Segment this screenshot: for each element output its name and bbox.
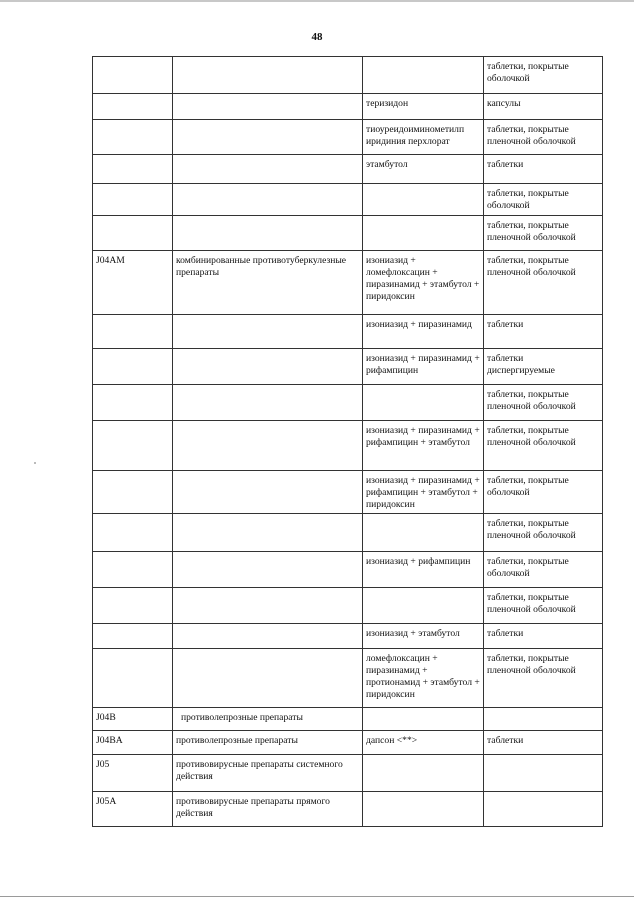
atc-code-cell — [93, 349, 173, 385]
drug-name-cell — [363, 755, 484, 792]
dosage-form-cell-text: таблетки, покрытые пленочной оболочкой — [487, 518, 576, 541]
drug-name-cell — [363, 385, 484, 421]
dosage-form-cell — [484, 552, 603, 588]
group-name-cell-text: противолепрозные препараты — [176, 735, 298, 746]
atc-code-cell — [93, 120, 173, 155]
atc-code-cell — [93, 624, 173, 649]
dosage-form-cell-text: таблетки, покрытые пленочной оболочкой — [487, 220, 576, 243]
group-name-cell — [173, 552, 363, 588]
table-row — [93, 552, 603, 588]
group-name-cell-text: противолепрозные препараты — [181, 712, 303, 723]
table-row — [93, 649, 603, 708]
drug-name-cell — [363, 588, 484, 624]
dosage-form-cell-text: таблетки, покрытые пленочной оболочкой — [487, 592, 576, 615]
table-row — [93, 624, 603, 649]
group-name-cell — [173, 731, 363, 755]
table-row — [93, 57, 603, 94]
table-row — [93, 94, 603, 120]
dosage-form-cell-text: таблетки — [487, 319, 524, 330]
drug-name-cell — [363, 184, 484, 216]
drug-name-cell-text: изониазид + рифампицин — [366, 556, 471, 567]
drug-name-cell-text: теризидон — [366, 98, 409, 109]
dosage-form-cell — [484, 349, 603, 385]
drug-name-cell-text: ломефлоксацин + пиразинамид + протионамид + этамбутол + пиридоксин — [366, 653, 480, 700]
group-name-cell — [173, 120, 363, 155]
group-name-cell — [173, 792, 363, 827]
dosage-form-cell — [484, 94, 603, 120]
drug-name-cell — [363, 315, 484, 349]
table-row — [93, 216, 603, 251]
table-row — [93, 471, 603, 514]
dosage-form-cell — [484, 216, 603, 251]
dosage-form-cell — [484, 155, 603, 184]
atc-code-cell — [93, 514, 173, 552]
dosage-form-cell-text: таблетки, покрытые пленочной оболочкой — [487, 255, 576, 278]
dosage-form-cell-text: таблетки, покрытые пленочной оболочкой — [487, 425, 576, 448]
page-number: 48 — [311, 31, 323, 43]
dosage-form-cell-text: таблетки, покрытые оболочкой — [487, 61, 569, 84]
atc-code-cell — [93, 94, 173, 120]
table-row — [93, 588, 603, 624]
atc-code-cell — [93, 649, 173, 708]
dosage-form-cell — [484, 385, 603, 421]
drug-name-cell — [363, 155, 484, 184]
dosage-form-cell-text: таблетки диспергируемые — [487, 353, 555, 376]
drug-table — [92, 56, 603, 827]
atc-code-cell — [93, 385, 173, 421]
dosage-form-cell — [484, 731, 603, 755]
drug-name-cell-text: изониазид + пиразинамид + рифампицин + этамбутол — [366, 425, 480, 448]
table-row — [93, 514, 603, 552]
drug-name-cell-text: изониазид + ломефлоксацин + пиразинамид + этамбутол + пиридоксин — [366, 255, 480, 302]
dosage-form-cell-text: таблетки, покрытые оболочкой — [487, 188, 569, 211]
drug-name-cell — [363, 552, 484, 588]
atc-code-cell-text: J05 — [96, 759, 110, 770]
table-row — [93, 421, 603, 471]
table-row — [93, 349, 603, 385]
dosage-form-cell — [484, 624, 603, 649]
drug-name-cell — [363, 649, 484, 708]
atc-code-cell — [93, 216, 173, 251]
atc-code-cell — [93, 552, 173, 588]
atc-code-cell — [93, 708, 173, 731]
dosage-form-cell — [484, 184, 603, 216]
drug-name-cell — [363, 57, 484, 94]
group-name-cell — [173, 649, 363, 708]
table-row — [93, 731, 603, 755]
group-name-cell — [173, 624, 363, 649]
dosage-form-cell — [484, 755, 603, 792]
group-name-cell — [173, 514, 363, 552]
group-name-cell — [173, 155, 363, 184]
group-name-cell — [173, 349, 363, 385]
table-row — [93, 385, 603, 421]
group-name-cell — [173, 385, 363, 421]
drug-name-cell — [363, 349, 484, 385]
dosage-form-cell-text: таблетки, покрытые пленочной оболочкой — [487, 389, 576, 412]
top-edge-rule — [0, 0, 634, 2]
group-name-cell — [173, 315, 363, 349]
dosage-form-cell — [484, 315, 603, 349]
dosage-form-cell — [484, 514, 603, 552]
table-row — [93, 315, 603, 349]
dosage-form-cell-text: таблетки, покрытые пленочной оболочкой — [487, 124, 576, 147]
group-name-cell — [173, 184, 363, 216]
dosage-form-cell — [484, 251, 603, 315]
group-name-cell-text: комбинированные противотуберкулезные препараты — [176, 255, 347, 278]
dosage-form-cell — [484, 708, 603, 731]
dosage-form-cell-text: таблетки, покрытые пленочной оболочкой — [487, 653, 576, 676]
table-row — [93, 155, 603, 184]
drug-name-cell-text: изониазид + пиразинамид — [366, 319, 472, 330]
atc-code-cell-text: J04AM — [96, 255, 125, 266]
dosage-form-cell — [484, 649, 603, 708]
dosage-form-cell-text: капсулы — [487, 98, 521, 109]
atc-code-cell — [93, 315, 173, 349]
atc-code-cell — [93, 588, 173, 624]
drug-table-body — [93, 57, 603, 827]
group-name-cell — [173, 755, 363, 792]
atc-code-cell-text: J04BA — [96, 735, 123, 746]
dosage-form-cell — [484, 421, 603, 471]
drug-name-cell-text: дапсон <**> — [366, 735, 418, 746]
bottom-edge-rule — [0, 896, 634, 897]
atc-code-cell — [93, 184, 173, 216]
group-name-cell — [173, 421, 363, 471]
drug-name-cell — [363, 421, 484, 471]
drug-name-cell — [363, 708, 484, 731]
atc-code-cell — [93, 471, 173, 514]
dosage-form-cell — [484, 588, 603, 624]
drug-name-cell — [363, 94, 484, 120]
drug-name-cell — [363, 792, 484, 827]
dosage-form-cell — [484, 57, 603, 94]
group-name-cell — [173, 708, 363, 731]
group-name-cell — [173, 588, 363, 624]
table-row — [93, 120, 603, 155]
drug-name-cell — [363, 120, 484, 155]
table-row — [93, 792, 603, 827]
dosage-form-cell-text: таблетки — [487, 628, 524, 639]
drug-name-cell-text: изониазид + этамбутол — [366, 628, 460, 639]
dosage-form-cell — [484, 120, 603, 155]
drug-name-cell — [363, 624, 484, 649]
drug-name-cell — [363, 216, 484, 251]
table-row — [93, 184, 603, 216]
table-row — [93, 708, 603, 731]
table-row — [93, 251, 603, 315]
dosage-form-cell-text: таблетки, покрытые оболочкой — [487, 475, 569, 498]
drug-name-cell-text: этамбутол — [366, 159, 408, 170]
table-row — [93, 755, 603, 792]
drug-name-cell-text: тиоуреидоиминометилп иридиния перхлорат — [366, 124, 465, 147]
atc-code-cell — [93, 792, 173, 827]
group-name-cell — [173, 471, 363, 514]
dosage-form-cell-text: таблетки, покрытые оболочкой — [487, 556, 569, 579]
atc-code-cell — [93, 251, 173, 315]
drug-name-cell — [363, 251, 484, 315]
atc-code-cell — [93, 421, 173, 471]
group-name-cell — [173, 216, 363, 251]
drug-name-cell-text: изониазид + пиразинамид + рифампицин + этамбутол + пиридоксин — [366, 475, 480, 510]
atc-code-cell — [93, 57, 173, 94]
scan-speck — [34, 462, 36, 464]
drug-name-cell — [363, 731, 484, 755]
group-name-cell — [173, 94, 363, 120]
group-name-cell — [173, 57, 363, 94]
dosage-form-cell — [484, 792, 603, 827]
drug-name-cell — [363, 514, 484, 552]
dosage-form-cell — [484, 471, 603, 514]
group-name-cell-text: противовирусные препараты системного действия — [176, 759, 343, 782]
drug-name-cell-text: изониазид + пиразинамид + рифампицин — [366, 353, 480, 376]
atc-code-cell-text: J04B — [96, 712, 116, 723]
atc-code-cell — [93, 155, 173, 184]
atc-code-cell — [93, 755, 173, 792]
group-name-cell-text: противовирусные препараты прямого действия — [176, 796, 330, 819]
group-name-cell — [173, 251, 363, 315]
drug-name-cell — [363, 471, 484, 514]
atc-code-cell-text: J05A — [96, 796, 117, 807]
dosage-form-cell-text: таблетки — [487, 735, 524, 746]
atc-code-cell — [93, 731, 173, 755]
dosage-form-cell-text: таблетки — [487, 159, 524, 170]
